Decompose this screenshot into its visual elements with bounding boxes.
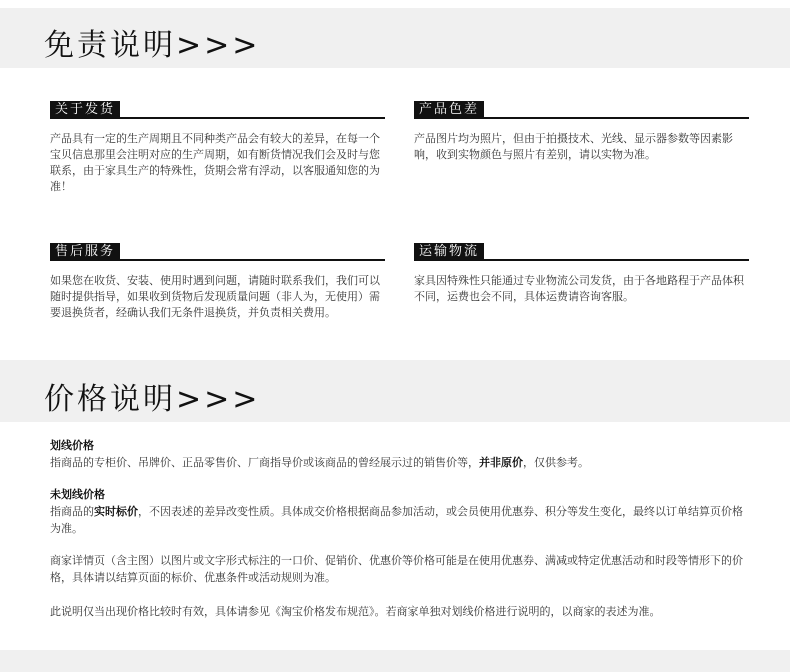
crossed-price-text-bold: 并非原价	[479, 456, 523, 469]
shipping-tag: 关于发货	[50, 101, 120, 118]
aftersale-card-header	[50, 243, 385, 261]
uncrossed-price-text-a: 指商品的	[50, 505, 94, 518]
color-difference-card	[414, 101, 749, 163]
divider	[50, 259, 385, 261]
crossed-price-text	[50, 454, 750, 471]
aftersale-tag: 售后服务	[50, 243, 120, 260]
crossed-price-section	[50, 437, 750, 471]
uncrossed-price-text-b: ，不因表述的差异改变性质。具体成交价格根据商品参加活动，或会员使用优惠券、积分等发生变化，最终以订单结算页价格为准。	[50, 505, 743, 535]
shipping-card	[50, 101, 385, 195]
price-title: 价格说明>>>	[44, 382, 261, 417]
scope-note: 此说明仅当出现价格比较时有效，具体请参见《淘宝价格发布规范》。若商家单独对划线价格进行说明的，以商家的表述为准。	[50, 605, 661, 618]
price-banner	[0, 360, 790, 422]
divider	[414, 259, 749, 261]
divider	[414, 117, 749, 119]
detail-page-price-note: 商家详情页（含主图）以图片或文字形式标注的一口价、促销价、优惠价等价格可能是在使用优惠券、满减或特定优惠活动和时段等情形下的价格，具体请以结算页面的标价、优惠条件或活动规则为准。	[50, 554, 743, 584]
color-card-header	[414, 101, 749, 119]
uncrossed-price-section	[50, 486, 750, 537]
crossed-price-heading: 划线价格	[50, 439, 94, 452]
crossed-price-text-a: 指商品的专柜价、吊牌价、正品零售价、厂商指导价或该商品的曾经展示过的销售价等，	[50, 456, 479, 469]
disclaimer-banner	[0, 8, 790, 68]
color-difference-text: 产品图片均为照片，但由于拍摄技术、光线、显示器参数等因素影响，收到实物颜色与照片有差别，请以实物为准。	[414, 132, 733, 161]
shipping-text: 产品具有一定的生产周期且不同种类产品会有较大的差异，在每一个宝贝信息那里会注明对应的生产周期，如有断货情况我们会及时与您联系，由于家具生产的特殊性，货期会常有浮动，以客服通知您的为准！	[50, 132, 380, 193]
uncrossed-price-text-bold: 实时标价	[94, 505, 138, 518]
disclaimer-title: 免责说明>>>	[44, 28, 261, 63]
uncrossed-price-text	[50, 503, 750, 537]
crossed-price-text-b: ，仅供参考。	[523, 456, 589, 469]
uncrossed-price-heading: 未划线价格	[50, 488, 105, 501]
divider	[50, 117, 385, 119]
transport-card	[414, 243, 749, 305]
color-difference-tag: 产品色差	[414, 101, 484, 118]
aftersale-text: 如果您在收货、安装、使用时遇到问题，请随时联系我们，我们可以随时提供指导，如果收到货物后发现质量问题（非人为，无使用）需要退换货者，经确认我们无条件退换货，并负责相关费用。	[50, 274, 380, 319]
transport-text: 家具因特殊性只能通过专业物流公司发货，由于各地路程于产品体积不同，运费也会不同，具体运费请咨询客服。	[414, 274, 744, 303]
aftersale-card	[50, 243, 385, 321]
shipping-card-header	[50, 101, 385, 119]
bottom-banner	[0, 650, 790, 672]
transport-tag: 运输物流	[414, 243, 484, 260]
transport-card-header	[414, 243, 749, 261]
